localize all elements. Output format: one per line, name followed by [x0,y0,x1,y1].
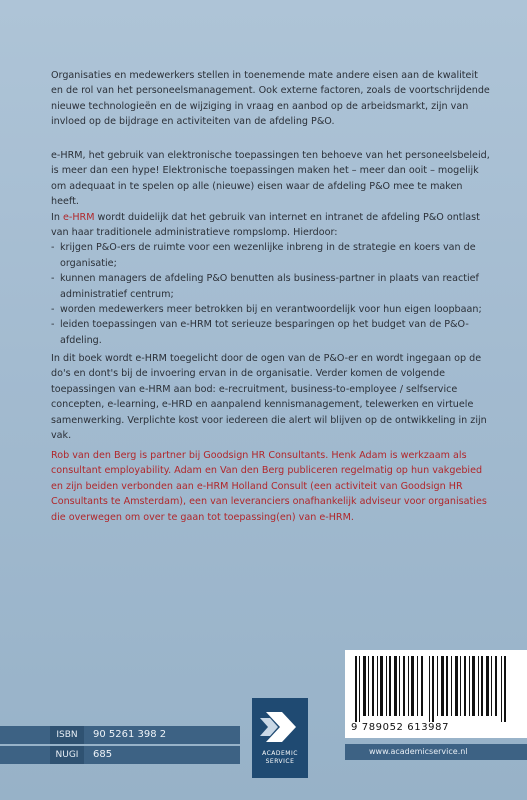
list-item: - kunnen managers de afdeling P&O benutten als business-partner in plaats van reactief administratief centrum; [51,271,491,302]
isbn-row [0,726,240,744]
list-item: - leiden toepassingen van e-HRM tot serieuze besparingen op het budget van de P&O-afdeling. [51,317,491,348]
ehrm-paragraph-1: e-HRM, het gebruik van elektronische toepassingen ten behoeve van het personeelsbeleid, is meer dan een hype! Elektronische toepassingen maken het – meer dan ooit – mogelijk om adequaat in te spelen op alle (nieuwe) eisen waar de afdeling P&O mee te maken heeft. [51,150,490,208]
nugi-row [0,746,240,764]
ehrm-highlight: e-HRM [62,211,95,223]
benefits-list [51,240,491,348]
ehrm-prefix: In [51,211,63,223]
isbn-value: 90 5261 398 2 [93,729,167,740]
publisher-logo [252,698,308,778]
barcode-icon [351,656,521,722]
ehrm-section [51,148,491,348]
nugi-label: NUGI [50,746,84,764]
logo-line-2: SERVICE [265,758,295,765]
book-text: In dit boek wordt e-HRM toegelicht door de ogen van de P&O-er en wordt ingegaan op de do's en dont's bij de invoering ervan in de organisatie. Verder komen de volgende toepassingen van e-HRM aan bod: e-recruitment, business-to-employee / selfservice concepten, e-learning, e-HRD en aanpalend kennismanagement, telewerken en virtuele samenwerking. Verplichte kost voor iedereen die alert wil blijven op de ontwikkeling in zijn vak. [51,353,487,442]
intro-text: Organisaties en medewerkers stellen in toenemende mate andere eisen aan de kwaliteit en de rol van het personeelsmanagement. Ook externe factoren, zoals de voortschrijdende nieuwe technologieën en de wijziging in vraag en aanbod op de arbeidsmarkt, zijn van invloed op de bijdrage en activiteiten van de afdeling P&O. [51,70,490,128]
book-paragraph [51,351,491,443]
barcode [345,650,527,738]
logo-line-1: ACADEMIC [262,750,298,757]
authors-text: Rob van den Berg is partner bij Goodsign HR Consultants. Henk Adam is werkzaam als consultant employability. Adam en Van den Berg publiceren regelmatig op hun vakgebied en zijn beiden verbonden aan e-HRM Holland Consult (een activiteit van Goodsign HR Consultants te Amsterdam), een van leveranciers onafhankelijk adviseur voor organisaties die overwegen om over te gaan tot toepassing(en) van e-HRM. [51,450,487,523]
nugi-value: 685 [93,749,113,760]
list-item: - krijgen P&O-ers de ruimte voor een wezenlijke inbreng in de strategie en koers van de organisatie; [51,240,491,271]
isbn-label: ISBN [50,726,84,744]
intro-paragraph [51,68,491,130]
ehrm-rest: wordt duidelijk dat het gebruik van internet en intranet de afdeling P&O ontlast van haar traditionele administratieve rompslomp. Hierdoor: [51,211,480,239]
publisher-url: www.academicservice.nl [369,747,468,756]
ehrm-paragraph-2 [51,210,491,241]
barcode-digits: 9 789052 613987 [351,722,450,733]
chevron-logo-icon [252,702,308,752]
url-strip [345,744,527,760]
authors-paragraph [51,448,491,525]
logo-text [252,750,308,766]
list-item: - worden medewerkers meer betrokken bij en verantwoordelijk voor hun eigen loopbaan; [51,302,491,317]
